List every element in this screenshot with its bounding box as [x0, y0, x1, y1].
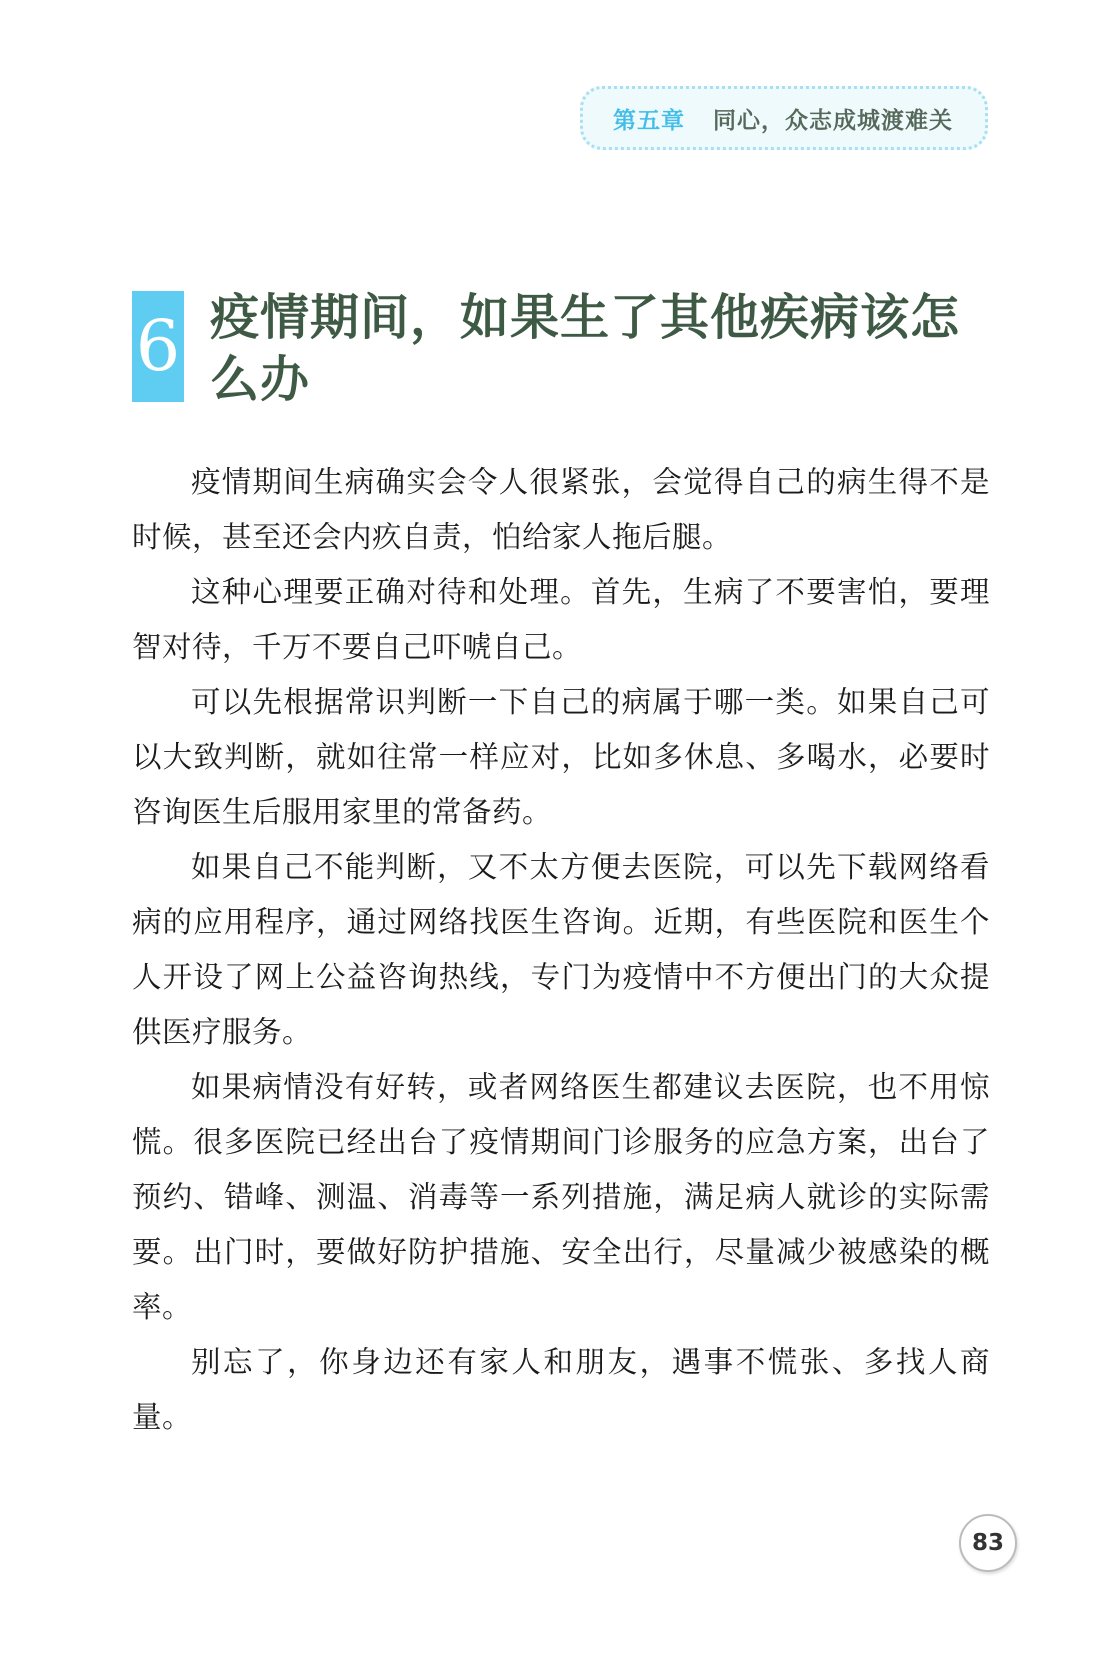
page-number: 83 [959, 1514, 1017, 1572]
paragraph: 如果病情没有好转，或者网络医生都建议去医院，也不用惊慌。很多医院已经出台了疫情期间门诊服务的应急方案，出台了预约、错峰、测温、消毒等一系列措施，满足病人就诊的实际需要。出门时，要做好防护措施、安全出行，尽量减少被感染的概率。 [132, 1070, 990, 1324]
section-number-badge: 6 [132, 291, 184, 402]
chapter-number: 第五章 [613, 107, 685, 134]
paragraph: 可以先根据常识判断一下自己的病属于哪一类。如果自己可以大致判断，就如往常一样应对，比如多休息、多喝水，必要时咨询医生后服用家里的常备药。 [132, 685, 990, 829]
chapter-header-tag [580, 86, 988, 150]
paragraph: 别忘了，你身边还有家人和朋友，遇事不慌张、多找人商量。 [132, 1345, 990, 1434]
chapter-title: 同心，众志成城渡难关 [713, 107, 953, 134]
paragraph: 疫情期间生病确实会令人很紧张，会觉得自己的病生得不是时候，甚至还会内疚自责，怕给家人拖后腿。 [132, 465, 990, 554]
paragraph: 如果自己不能判断，又不太方便去医院，可以先下载网络看病的应用程序，通过网络找医生咨询。近期，有些医院和医生个人开设了网上公益咨询热线，专门为疫情中不方便出门的大众提供医疗服务。 [132, 850, 990, 1049]
section-title: 疫情期间，如果生了其他疾病该怎么办 [210, 288, 961, 408]
body-text [132, 455, 990, 1445]
paragraph: 这种心理要正确对待和处理。首先，生病了不要害怕，要理智对待，千万不要自己吓唬自己。 [132, 575, 990, 664]
